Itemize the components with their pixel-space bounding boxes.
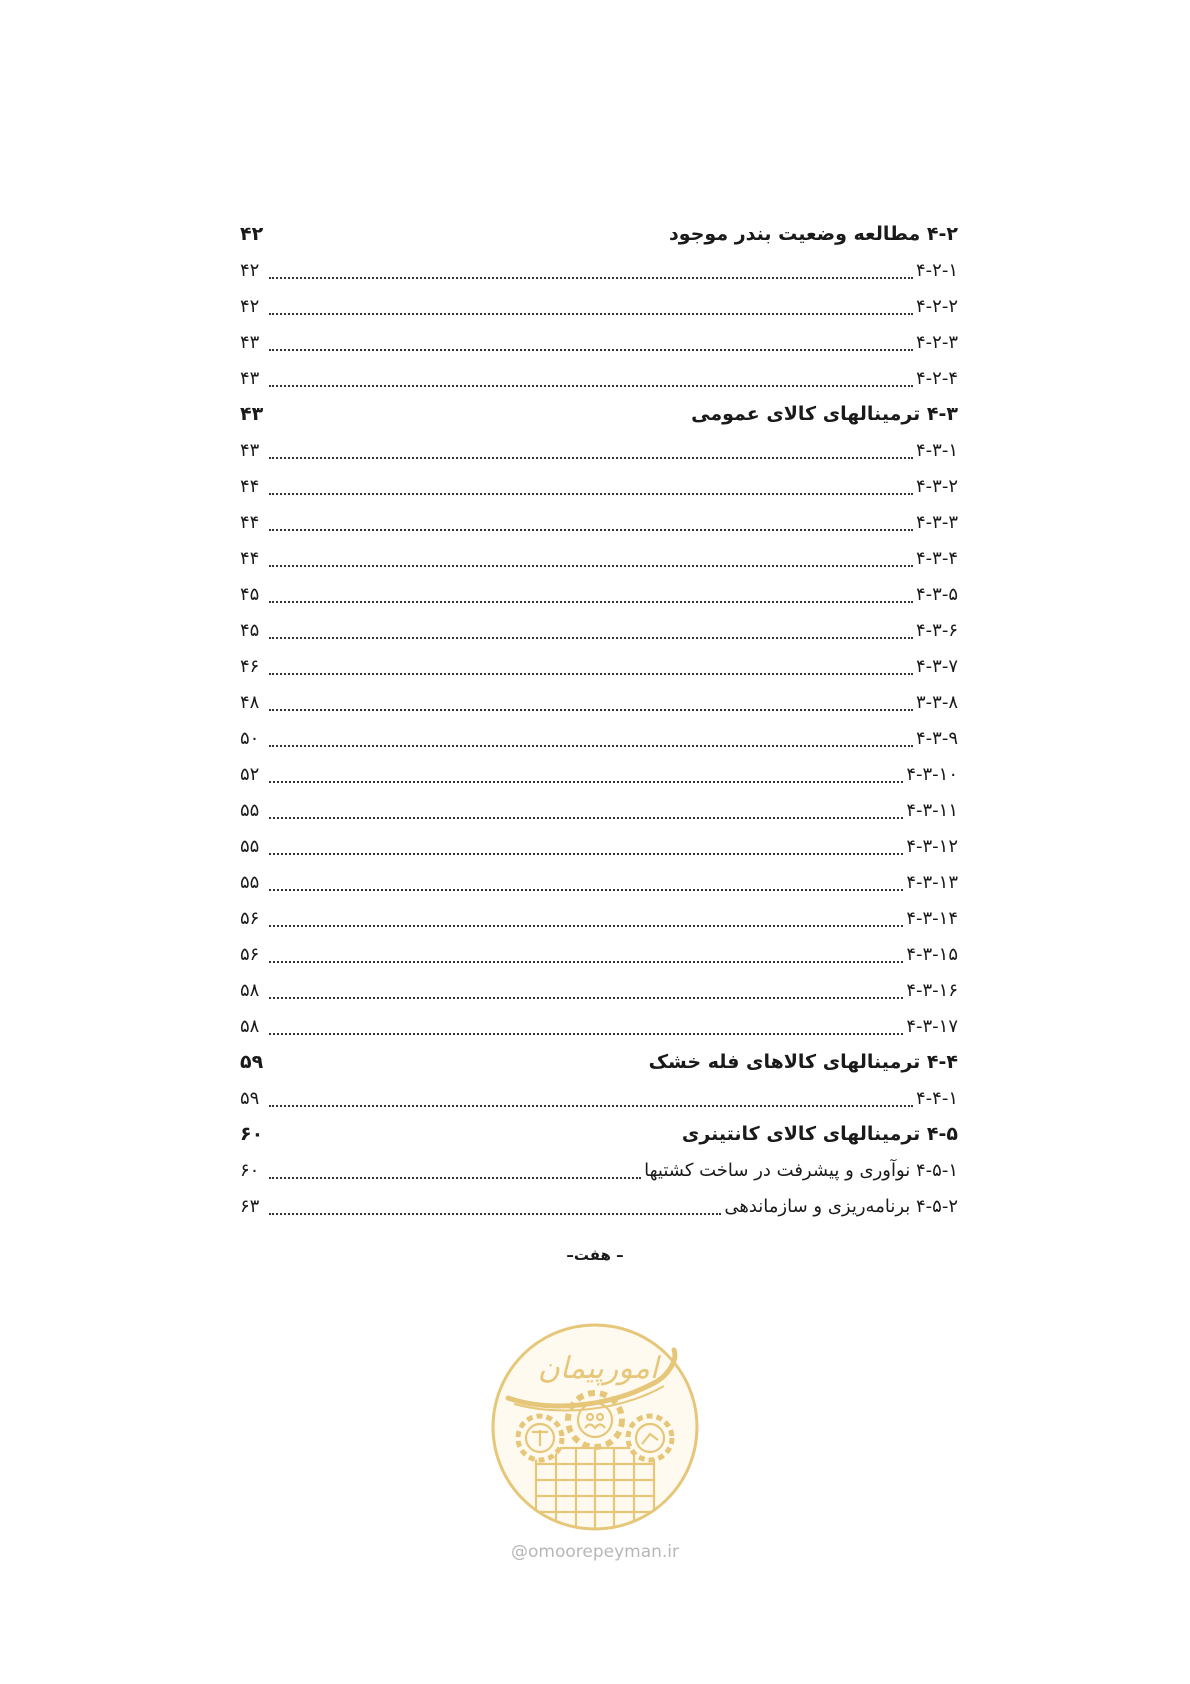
dot-leader bbox=[269, 1177, 641, 1179]
dot-leader bbox=[269, 925, 903, 927]
toc-entry-label: ۳-۳-۸ bbox=[916, 691, 958, 713]
toc-entry[interactable] bbox=[240, 756, 958, 792]
toc-page-number: ۴۲ bbox=[240, 223, 264, 245]
toc-page-number: ۶۰ bbox=[240, 1123, 264, 1145]
toc-entry[interactable] bbox=[240, 252, 958, 288]
toc-entry-label: ۴-۲-۲ bbox=[916, 295, 958, 317]
logo-script-text: امورپیمان bbox=[537, 1351, 659, 1386]
toc-page-number: ۴۸ bbox=[240, 691, 260, 713]
toc-entry-label: ۴-۵-۱ نوآوری و پیشرفت در ساخت کشتیها bbox=[644, 1159, 958, 1181]
dot-leader bbox=[269, 745, 913, 747]
dot-leader bbox=[269, 313, 913, 315]
toc-entry-label: ۴-۳-۷ bbox=[916, 655, 958, 677]
toc-entry[interactable] bbox=[240, 828, 958, 864]
dot-leader bbox=[269, 1033, 903, 1035]
toc-entry[interactable] bbox=[240, 720, 958, 756]
toc-entry[interactable] bbox=[240, 540, 958, 576]
dot-leader bbox=[269, 853, 903, 855]
dot-leader bbox=[269, 565, 913, 567]
toc-entry-label: ۴-۳-۱۱ bbox=[906, 799, 958, 821]
toc-entry-label: ۴-۵ ترمینالهای کالای کانتینری bbox=[681, 1123, 958, 1145]
dot-leader bbox=[269, 781, 903, 783]
dot-leader bbox=[269, 961, 903, 963]
toc-page-number: ۴۲ bbox=[240, 295, 260, 317]
toc-entry-label: ۴-۳-۲ bbox=[916, 475, 958, 497]
omoorepeyman-logo bbox=[488, 1320, 702, 1534]
dot-leader bbox=[269, 673, 913, 675]
toc-entry[interactable] bbox=[240, 1008, 958, 1044]
toc-section-heading[interactable] bbox=[240, 1044, 958, 1080]
toc-page-number: ۵۶ bbox=[240, 943, 260, 965]
toc-entry-label: ۴-۳-۱۵ bbox=[906, 943, 958, 965]
toc-page-number: ۴۶ bbox=[240, 655, 260, 677]
toc-entry-label: ۴-۲ مطالعه وضعیت بندر موجود bbox=[669, 223, 958, 245]
toc-page-number: ۶۰ bbox=[240, 1159, 260, 1181]
toc-page-number: ۴۵ bbox=[240, 619, 260, 641]
toc-page-number: ۵۰ bbox=[240, 727, 260, 749]
dot-leader bbox=[269, 817, 903, 819]
toc-page-number: ۵۹ bbox=[240, 1087, 260, 1109]
toc-entry[interactable] bbox=[240, 972, 958, 1008]
dot-leader bbox=[269, 529, 913, 531]
toc-entry-label: ۴-۳-۱ bbox=[916, 439, 958, 461]
dot-leader bbox=[269, 1105, 913, 1107]
dot-leader bbox=[269, 637, 913, 639]
toc-entry[interactable] bbox=[240, 576, 958, 612]
toc-page-number: ۵۵ bbox=[240, 799, 260, 821]
toc-page-number: ۵۹ bbox=[240, 1051, 264, 1073]
toc-entry-label: ۴-۲-۳ bbox=[916, 331, 958, 353]
toc-entry[interactable] bbox=[240, 612, 958, 648]
toc-page-number: ۵۲ bbox=[240, 763, 260, 785]
toc-page-number: ۴۴ bbox=[240, 475, 260, 497]
toc-entry-label: ۴-۳-۱۶ bbox=[906, 979, 958, 1001]
toc-page-number: ۴۴ bbox=[240, 547, 260, 569]
toc-page-number: ۴۵ bbox=[240, 583, 260, 605]
dot-leader bbox=[269, 493, 913, 495]
website-watermark: @omoorepeyman.ir bbox=[510, 1542, 680, 1562]
toc-entry-label: ۴-۲-۴ bbox=[916, 367, 958, 389]
toc-page-number: ۵۵ bbox=[240, 835, 260, 857]
toc-entry-label: ۴-۳-۱۷ bbox=[906, 1015, 958, 1037]
toc-section-heading[interactable] bbox=[240, 1116, 958, 1152]
dot-leader bbox=[269, 709, 913, 711]
dot-leader bbox=[269, 889, 903, 891]
toc-entry-label: ۴-۳-۳ bbox=[916, 511, 958, 533]
toc-entry-label: ۴-۲-۱ bbox=[916, 259, 958, 281]
toc-entry-label: ۴-۴ ترمینالهای کالاهای فله خشک bbox=[648, 1051, 958, 1073]
toc-entry-label: ۴-۳-۴ bbox=[916, 547, 958, 569]
toc-entry[interactable] bbox=[240, 864, 958, 900]
toc-page-number: ۴۳ bbox=[240, 403, 264, 425]
toc-entry-label: ۴-۳-۵ bbox=[916, 583, 958, 605]
toc-entry[interactable] bbox=[240, 1152, 958, 1188]
toc-page-number: ۴۲ bbox=[240, 259, 260, 281]
toc-page-number: ۴۳ bbox=[240, 331, 260, 353]
toc-entry[interactable] bbox=[240, 792, 958, 828]
toc-entry[interactable] bbox=[240, 360, 958, 396]
toc-entry[interactable] bbox=[240, 1188, 958, 1224]
toc-entry[interactable] bbox=[240, 936, 958, 972]
toc-entry-label: ۴-۳ ترمینالهای کالای عمومی bbox=[691, 403, 958, 425]
toc-page-number: ۶۳ bbox=[240, 1195, 260, 1217]
dot-leader bbox=[269, 277, 913, 279]
toc-entry[interactable] bbox=[240, 648, 958, 684]
toc-entry-label: ۴-۳-۱۰ bbox=[906, 763, 958, 785]
dot-leader bbox=[269, 385, 913, 387]
table-of-contents bbox=[240, 216, 958, 1224]
toc-entry[interactable] bbox=[240, 504, 958, 540]
toc-page-number: ۴۳ bbox=[240, 367, 260, 389]
toc-entry-label: ۴-۴-۱ bbox=[916, 1087, 958, 1109]
toc-entry[interactable] bbox=[240, 432, 958, 468]
toc-entry[interactable] bbox=[240, 684, 958, 720]
page-number-footer: – هفت– bbox=[566, 1246, 624, 1264]
toc-page-number: ۴۴ bbox=[240, 511, 260, 533]
toc-entry-label: ۴-۳-۱۳ bbox=[906, 871, 958, 893]
toc-entry-label: ۴-۳-۱۴ bbox=[906, 907, 958, 929]
toc-section-heading[interactable] bbox=[240, 396, 958, 432]
toc-entry-label: ۴-۳-۹ bbox=[916, 727, 958, 749]
toc-entry-label: ۴-۳-۶ bbox=[916, 619, 958, 641]
toc-page-number: ۵۶ bbox=[240, 907, 260, 929]
toc-entry[interactable] bbox=[240, 324, 958, 360]
dot-leader bbox=[269, 997, 903, 999]
toc-page-number: ۵۵ bbox=[240, 871, 260, 893]
toc-page-number: ۵۸ bbox=[240, 979, 260, 1001]
dot-leader bbox=[269, 457, 913, 459]
toc-entry-label: ۴-۳-۱۲ bbox=[906, 835, 958, 857]
toc-entry[interactable] bbox=[240, 288, 958, 324]
dot-leader bbox=[269, 349, 913, 351]
toc-entry-label: ۴-۵-۲ برنامه‌ریزی و سازماندهی bbox=[724, 1195, 958, 1217]
dot-leader bbox=[269, 1213, 721, 1215]
toc-page-number: ۴۳ bbox=[240, 439, 260, 461]
toc-entry[interactable] bbox=[240, 1080, 958, 1116]
toc-section-heading[interactable] bbox=[240, 216, 958, 252]
toc-page-number: ۵۸ bbox=[240, 1015, 260, 1037]
toc-entry[interactable] bbox=[240, 900, 958, 936]
toc-entry[interactable] bbox=[240, 468, 958, 504]
dot-leader bbox=[269, 601, 913, 603]
